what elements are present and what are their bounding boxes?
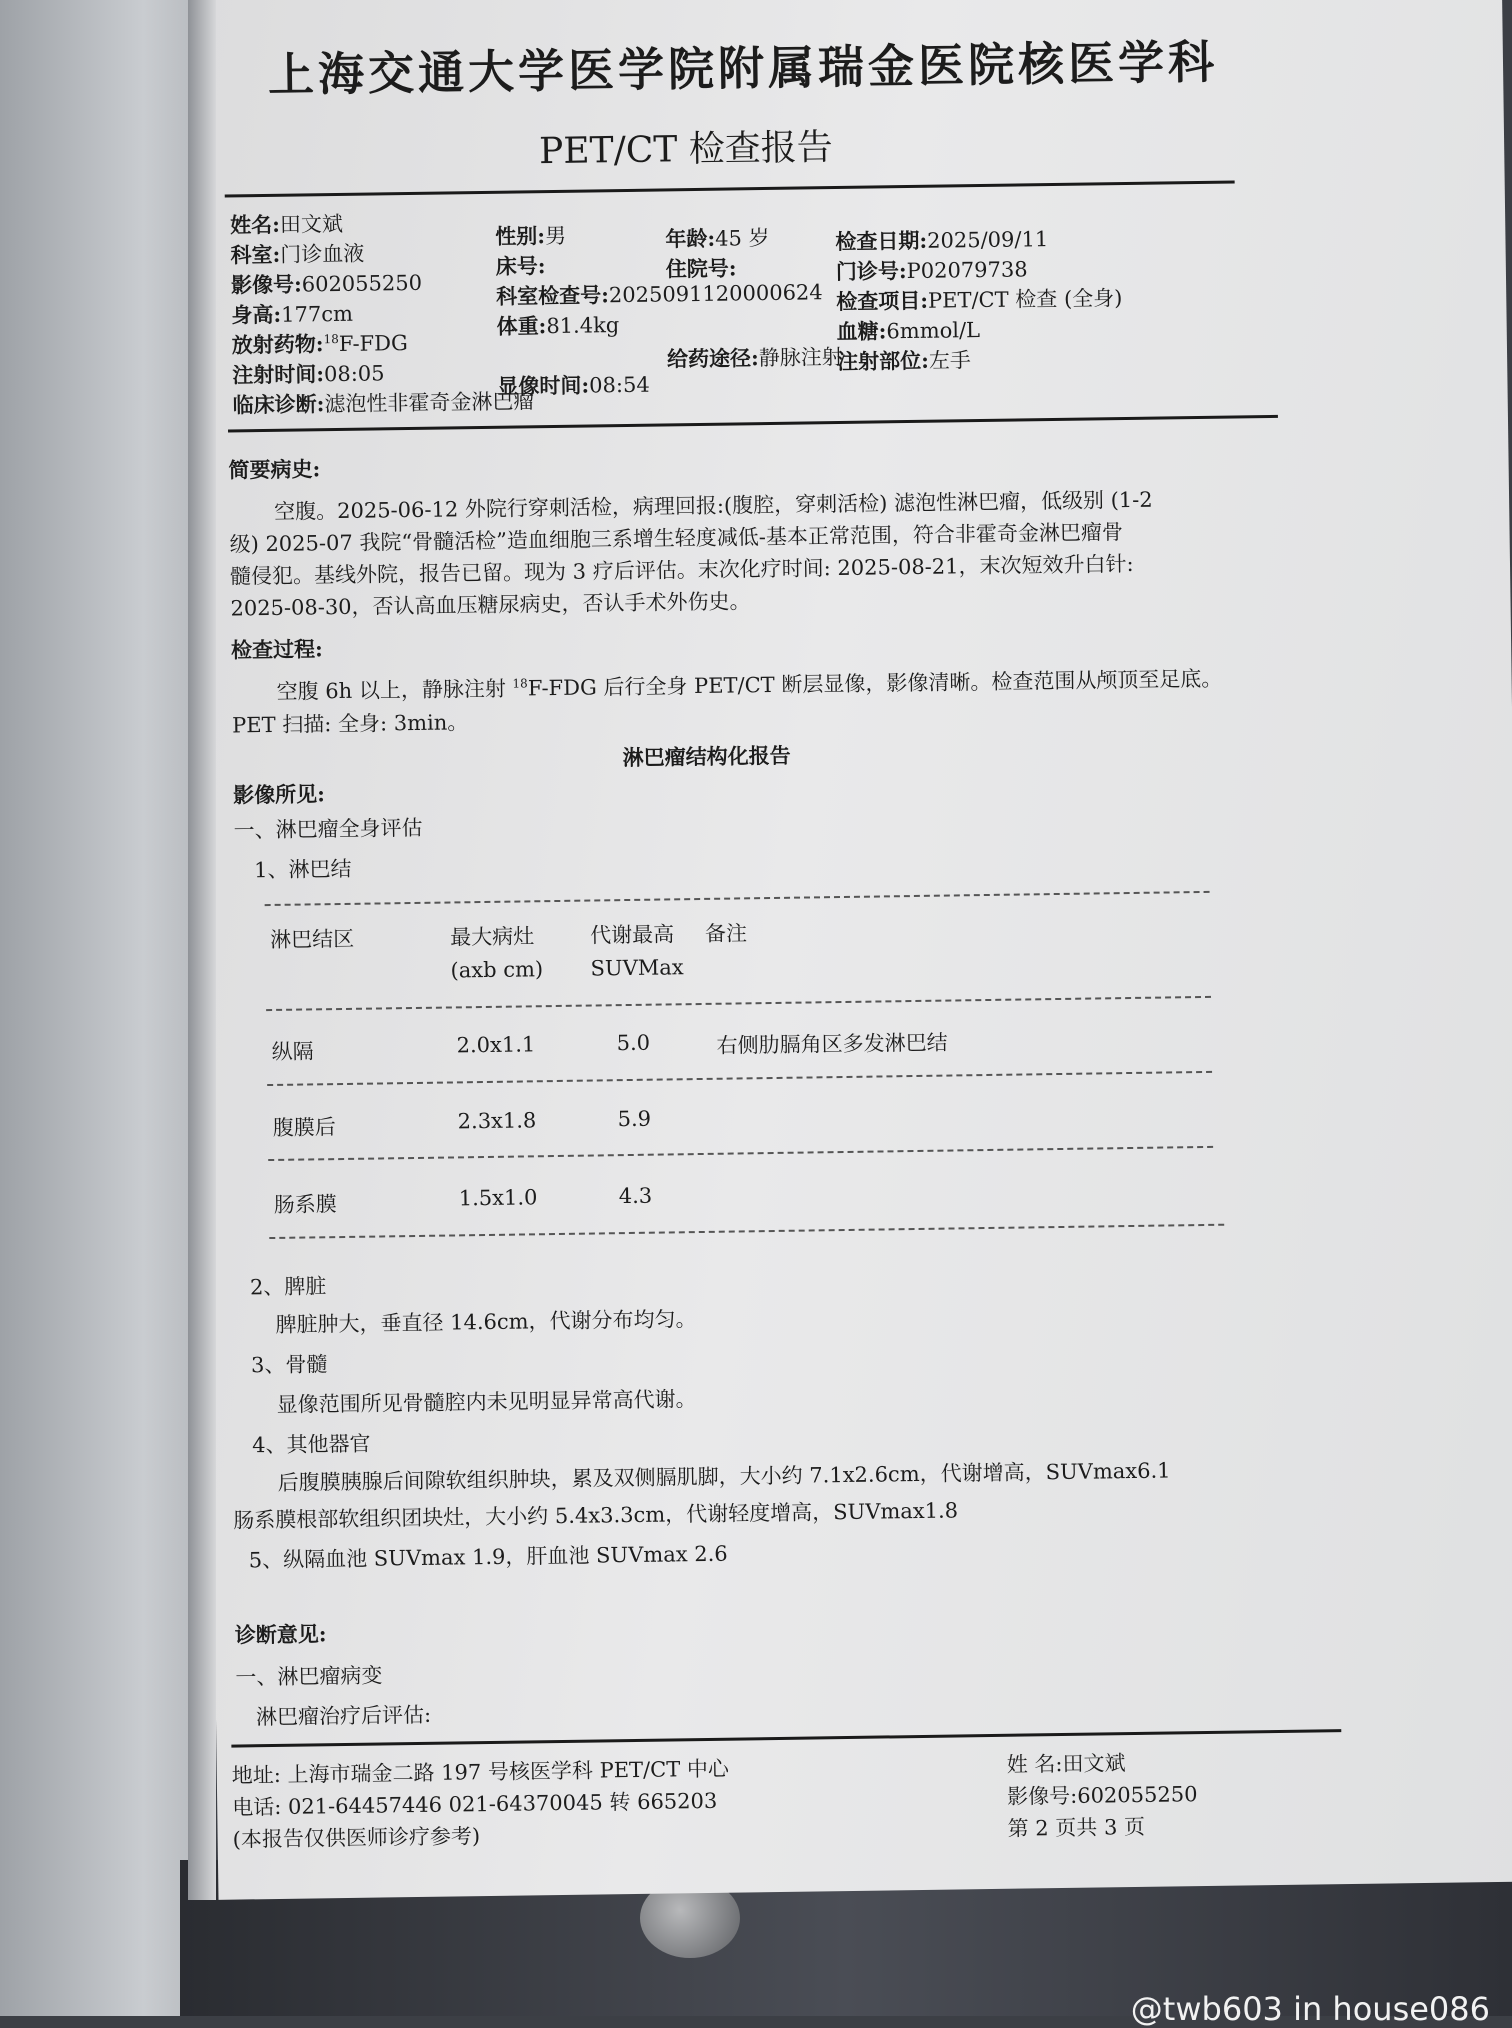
diagnosis-line: 淋巴瘤治疗后评估: xyxy=(255,1702,432,1730)
col-subheader-suv: SUVMax xyxy=(590,955,684,981)
glucose-row: 血糖:6mmol/L xyxy=(836,318,981,345)
history-line-1: 空腹。2025-06-12 外院行穿刺活检，病理回报:(腹腔，穿刺活检) 滤泡性淋巴瘤，低级别 (1-2 xyxy=(273,487,1153,524)
row-1-size: 2.0x1.1 xyxy=(456,1032,536,1058)
footer-page-number: 第 2 页共 3 页 xyxy=(1007,1814,1146,1841)
site-row: 注射部位:左手 xyxy=(836,347,972,375)
row-1-note: 右侧肋膈角区多发淋巴结 xyxy=(716,1030,948,1058)
history-line-2: 级) 2025-07 我院“骨髓活检”造血细胞三系增生轻度减低-基本正常范围，符合非霍奇金淋巴瘤骨 xyxy=(229,520,1124,557)
info-rule xyxy=(228,415,1278,433)
sub-2-text: 脾脏肿大，垂直径 14.6cm，代谢分布均匀。 xyxy=(275,1307,697,1337)
image-no-row: 影像号:602055250 xyxy=(230,270,423,298)
report-title: PET/CT 检查报告 xyxy=(538,127,834,173)
sub-3-text: 显像范围所见骨髓腔内未见明显异常高代谢。 xyxy=(276,1387,697,1417)
sub-4: 4、其他器官 xyxy=(252,1431,371,1458)
diagnosis-section-1: 一、淋巴瘤病变 xyxy=(235,1663,383,1690)
height-row: 身高:177cm xyxy=(231,301,354,328)
weight-row: 体重:81.4kg xyxy=(496,313,620,339)
sub-1: 1、淋巴结 xyxy=(253,856,352,883)
patient-name-row: 姓名:田文斌 xyxy=(229,211,344,238)
sub-3: 3、骨髓 xyxy=(250,1352,328,1378)
footer-rule xyxy=(231,1729,1341,1747)
row-1-region: 纵隔 xyxy=(271,1039,314,1064)
sub-4-line-2: 肠系膜根部软组织团块灶，大小约 5.4x3.3cm，代谢轻度增高，SUVmax1.8 xyxy=(233,1498,959,1533)
row-1-suv: 5.0 xyxy=(616,1030,651,1056)
history-line-4: 2025-08-30，否认高血压糖尿病史，否认手术外伤史。 xyxy=(230,589,751,621)
col-header-size: 最大病灶 xyxy=(449,924,535,950)
col-header-suv: 代谢最高 xyxy=(589,922,675,948)
footer-address: 地址: 上海市瑞金二路 197 号核医学科 PET/CT 中心 xyxy=(231,1756,730,1788)
structured-title: 淋巴瘤结构化报告 xyxy=(622,742,791,771)
col-subheader-size: (axb cm) xyxy=(450,957,544,983)
row-2-suv: 5.9 xyxy=(617,1106,652,1132)
row-2-size: 2.3x1.8 xyxy=(457,1108,537,1134)
col-header-note: 备注 xyxy=(704,921,748,946)
bed-row: 床号: xyxy=(495,253,546,279)
row-3-suv: 4.3 xyxy=(618,1183,653,1209)
watermark: @twb603 in house086 xyxy=(1130,1990,1490,2028)
exam-item-row: 检查项目:PET/CT 检查 (全身) xyxy=(836,286,1123,315)
diagnosis-title: 诊断意见: xyxy=(234,1621,327,1648)
imaging-time-row: 显像时间:08:54 xyxy=(497,372,650,399)
report-page xyxy=(192,0,1512,1900)
procedure-line-1: 空腹 6h 以上，静脉注射 $^{18}$F-FDG 后行全身 PET/CT 断层显像，影像清晰。检查范围从颅顶至足底。 xyxy=(276,666,1223,704)
header-rule xyxy=(225,180,1235,197)
table-rule-row-2 xyxy=(268,1146,1213,1161)
clinic-no-row: 门诊号:P02079738 xyxy=(835,257,1028,285)
sub-5: 5、纵隔血池 SUVmax 1.9，肝血池 SUVmax 2.6 xyxy=(248,1541,728,1573)
row-3-region: 肠系膜 xyxy=(273,1192,337,1217)
inpatient-row: 住院号: xyxy=(665,255,737,282)
book-spine xyxy=(188,0,216,1900)
sub-2: 2、脾脏 xyxy=(249,1274,327,1300)
sub-4-line-1: 后腹膜胰腺后间隙软组织肿块，累及双侧膈肌脚，大小约 7.1x2.6cm，代谢增高，SUVmax6.1 xyxy=(277,1458,1171,1495)
exam-date-row: 检查日期:2025/09/11 xyxy=(835,227,1049,255)
section-1: 一、淋巴瘤全身评估 xyxy=(233,815,423,843)
sex-row: 性别:男 xyxy=(495,223,567,249)
left-page-edge xyxy=(0,0,205,2016)
footer-name-row: 姓 名:田文斌 xyxy=(1006,1751,1126,1777)
diagnosis-row: 临床诊断:滤泡性非霍奇金淋巴瘤 xyxy=(232,389,535,418)
inject-time-row: 注射时间:08:05 xyxy=(232,361,385,388)
footer-note: (本报告仅供医师诊疗参考) xyxy=(232,1824,481,1852)
col-header-region: 淋巴结区 xyxy=(269,926,355,952)
dept-exam-no-row: 科室检查号:2025091120000624 xyxy=(495,280,823,309)
hospital-name: 上海交通大学医学院附属瑞金医院核医学科 xyxy=(267,34,1219,102)
footer-phone: 电话: 021-64457446 021-64370045 转 665203 xyxy=(232,1788,718,1820)
table-rule-bottom xyxy=(269,1224,1224,1239)
row-3-size: 1.5x1.0 xyxy=(458,1185,538,1211)
history-line-3: 髓侵犯。基线外院，报告已留。现为 3 疗后评估。末次化疗时间: 2025-08-21，末次短效升白针: xyxy=(229,551,1134,589)
table-rule-header xyxy=(266,996,1211,1011)
route-row: 给药途径:静脉注射 xyxy=(666,344,843,372)
table-rule-row-1 xyxy=(267,1071,1212,1086)
procedure-title: 检查过程: xyxy=(230,636,324,663)
procedure-line-2: PET 扫描: 全身: 3min。 xyxy=(231,710,469,738)
age-row: 年龄:45 岁 xyxy=(665,225,770,252)
row-2-region: 腹膜后 xyxy=(272,1115,336,1140)
history-title: 简要病史: xyxy=(228,456,321,483)
findings-title: 影像所见: xyxy=(232,781,326,808)
drug-row: 放射药物:$^{18}$F-FDG xyxy=(231,331,408,358)
dept-row: 科室:门诊血液 xyxy=(230,241,365,268)
table-rule-top xyxy=(265,891,1210,906)
footer-image-no-row: 影像号:602055250 xyxy=(1006,1782,1198,1809)
